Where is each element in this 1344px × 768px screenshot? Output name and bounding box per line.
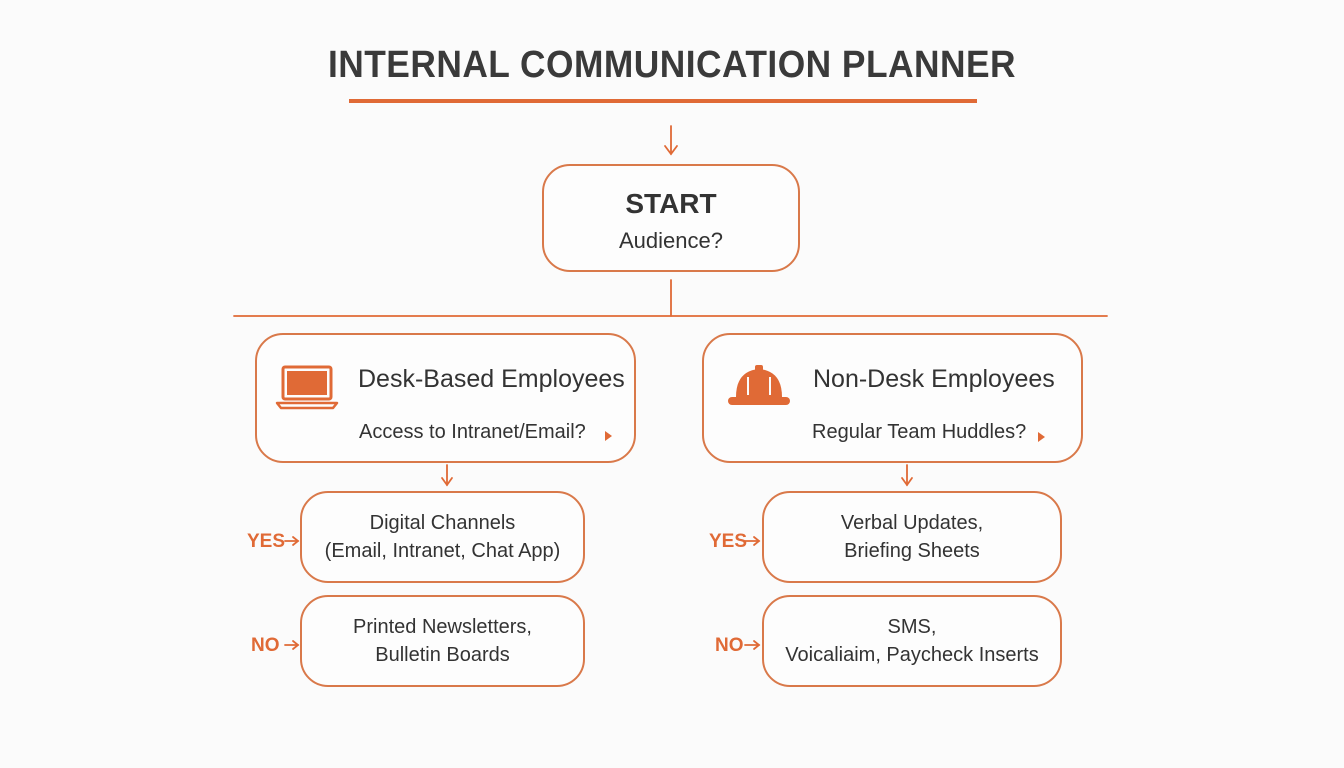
non-desk-yes-line-2: Briefing Sheets <box>844 540 980 562</box>
laptop-icon <box>275 365 339 411</box>
desk-yes-node <box>300 491 585 583</box>
non-desk-yes-line-1: Verbal Updates, <box>840 512 984 534</box>
desk-question-arrow-icon <box>605 431 612 441</box>
hard-hat-icon <box>726 363 792 409</box>
desk-no-line-2: Bulletin Boards <box>375 644 510 666</box>
desk-yes-line-2: (Email, Intranet, Chat App) <box>324 540 561 562</box>
non-desk-question: Regular Team Huddles? <box>812 421 1027 443</box>
desk-no-node <box>300 595 585 687</box>
start-title: START <box>625 188 717 219</box>
start-node <box>542 164 800 272</box>
page-title: INTERNAL COMMUNICATION PLANNER <box>327 44 1016 86</box>
start-question: Audience? <box>619 228 723 253</box>
non-desk-yes-node <box>762 491 1062 583</box>
non-desk-no-line-1: SMS, <box>887 616 937 638</box>
non-desk-title: Non-Desk Employees <box>813 365 1055 393</box>
non-desk-yes-label: YES <box>709 531 748 552</box>
desk-yes-label: YES <box>247 531 286 552</box>
non-desk-no-node <box>762 595 1062 687</box>
desk-yes-line-1: Digital Channels <box>369 512 516 534</box>
non-desk-question-arrow-icon <box>1038 432 1045 442</box>
desk-based-node <box>255 333 636 463</box>
non-desk-no-line-2: Voicaliaim, Paycheck Inserts <box>785 644 1039 666</box>
non-desk-no-label: NO <box>715 635 744 656</box>
desk-based-title: Desk-Based Employees <box>358 365 625 393</box>
desk-based-question: Access to Intranet/Email? <box>359 421 586 443</box>
desk-no-label: NO <box>251 635 280 656</box>
non-desk-node <box>702 333 1083 463</box>
desk-no-line-1: Printed Newsletters, <box>353 616 532 638</box>
